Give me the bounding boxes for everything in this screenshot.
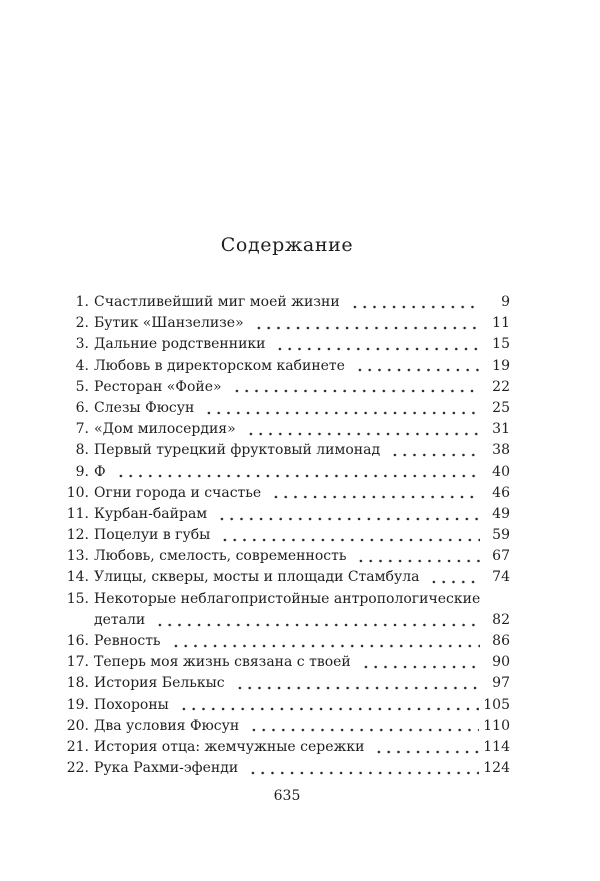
toc-entry-page: 15 [492, 336, 510, 353]
toc-entry-number: 20. [66, 717, 89, 734]
toc-entry-page: 74 [492, 569, 510, 586]
toc-entry [64, 334, 510, 355]
page-title: Содержание [220, 234, 354, 256]
toc-entry-page: 124 [483, 760, 510, 777]
toc-entry [64, 377, 510, 398]
toc-entry-number: 2. [75, 315, 89, 332]
toc-entry-page: 97 [492, 675, 510, 692]
toc-entry [64, 716, 510, 737]
toc-entry [64, 631, 510, 652]
toc-entry-page: 22 [492, 378, 510, 395]
dot-leader [218, 525, 480, 546]
toc-entry-page: 19 [492, 357, 510, 374]
dot-leader [169, 631, 480, 652]
dot-leader [388, 440, 480, 461]
toc-entry-page: 82 [492, 611, 510, 628]
toc-entry-title: Любовь в директорском кабинете [94, 357, 345, 374]
toc-entry-page: 114 [483, 738, 510, 755]
toc-entry-number: 14. [66, 569, 89, 586]
toc-entry-title: Любовь, смелость, современность [94, 548, 347, 565]
toc-entry-title: Ревность [94, 633, 161, 649]
toc-entry [64, 313, 510, 334]
toc-entry-number: 18. [66, 675, 89, 692]
toc-entry-number: 13. [66, 548, 89, 565]
toc-list [64, 292, 510, 779]
dot-leader [354, 546, 480, 567]
toc-entry-page: 67 [492, 548, 510, 565]
toc-entry [64, 483, 510, 504]
dot-leader [252, 313, 480, 334]
toc-entry-page: 40 [492, 463, 510, 480]
toc-entry-title: Улицы, скверы, мосты и площади Стамбула [94, 569, 420, 586]
toc-entry-title: Поцелуи в губы [94, 527, 211, 544]
toc-entry-page: 59 [492, 527, 510, 544]
toc-entry-page: 110 [483, 717, 510, 734]
toc-entry-title: Похороны [94, 696, 169, 713]
toc-entry [64, 673, 510, 694]
toc-entry [64, 695, 510, 716]
dot-leader [153, 610, 480, 631]
toc-entry-number: 7. [75, 421, 89, 438]
dot-leader [269, 483, 480, 504]
toc-entry-page: 11 [492, 315, 510, 332]
toc-entry-title: Ф [94, 463, 106, 480]
toc-entry-title: Бутик «Шанзелизе» [94, 315, 244, 332]
toc-entry [64, 546, 510, 567]
toc-entry-number: 16. [66, 633, 89, 649]
toc-entry-title: История Белькыс [94, 675, 225, 692]
toc-entry [64, 356, 510, 377]
toc-entry-page: 38 [492, 442, 510, 459]
toc-entry-title: Два условия Фюсун [94, 717, 240, 734]
toc-entry-page: 25 [492, 399, 510, 416]
toc-entry-number: 21. [66, 738, 89, 755]
footer-page-number: 635 [273, 788, 301, 804]
toc-entry-title: Курбан-байрам [94, 505, 208, 522]
toc-entry-title: Теперь моя жизнь связана с твоей [94, 654, 351, 671]
toc-entry [64, 652, 510, 673]
toc-entry-title: «Дом милосердия» [94, 421, 236, 438]
toc-entry-number: 8. [75, 442, 89, 459]
toc-entry-page: 105 [483, 696, 510, 713]
dot-leader [359, 652, 480, 673]
toc-entry-page: 31 [492, 421, 510, 438]
dot-leader [244, 419, 480, 440]
dot-leader [348, 292, 480, 313]
toc-entry-number: 17. [66, 654, 89, 671]
toc-entry [64, 398, 510, 419]
toc-entry-page: 49 [492, 505, 510, 522]
toc-entry-title: Дальние родственники [94, 336, 266, 353]
dot-leader [230, 377, 480, 398]
toc-entry [64, 504, 510, 525]
toc-entry-number: 22. [66, 760, 89, 777]
toc-entry-page: 86 [492, 633, 510, 649]
toc-entry-number: 11. [66, 505, 89, 522]
toc-entry-page: 9 [501, 294, 510, 310]
toc-entry [64, 292, 510, 313]
toc-entry [64, 419, 510, 440]
dot-leader [233, 673, 480, 694]
dot-leader [353, 356, 480, 377]
toc-entry-title: Рука Рахми-эфенди [94, 760, 239, 777]
toc-entry-title: История отца: жемчужные сережки [94, 738, 365, 755]
toc-entry [64, 737, 510, 758]
dot-leader [246, 758, 479, 779]
toc-entry-number: 6. [75, 399, 89, 416]
toc-entry-number: 5. [75, 378, 89, 395]
toc-entry-number: 10. [66, 484, 89, 501]
dot-leader [427, 567, 480, 588]
toc-entry [64, 525, 510, 546]
dot-leader [202, 398, 480, 419]
toc-entry-number: 15. [66, 590, 89, 607]
toc-entry-page: 46 [492, 484, 510, 501]
toc-entry [64, 462, 510, 483]
toc-entry-title: Некоторые неблагопристойные антропологические [94, 590, 481, 607]
toc-entry [64, 567, 510, 588]
toc-entry [64, 758, 510, 779]
toc-entry-number: 9. [75, 463, 89, 480]
dot-leader [372, 737, 479, 758]
toc-entry-number: 12. [66, 527, 89, 544]
toc-entry [64, 589, 510, 610]
toc-entry-number: 3. [75, 336, 89, 353]
dot-leader [273, 334, 480, 355]
toc-entry-title: Слезы Фюсун [94, 399, 195, 416]
dot-leader [215, 504, 480, 525]
dot-leader [247, 716, 479, 737]
toc-entry-title: Счастливейший миг моей жизни [94, 294, 340, 310]
toc-entry [64, 610, 510, 631]
dot-leader [114, 462, 480, 483]
toc-entry-number: 4. [75, 357, 89, 374]
toc-entry-number: 1. [75, 294, 89, 310]
dot-leader [177, 695, 479, 716]
toc-entry-page: 90 [492, 654, 510, 671]
toc-entry-title: Огни города и счастье [94, 484, 262, 501]
toc-entry-number: 19. [66, 696, 89, 713]
toc-entry-title: Первый турецкий фруктовый лимонад [94, 442, 381, 459]
toc-entry [64, 440, 510, 461]
toc-entry-title: детали [94, 611, 146, 628]
toc-entry-title: Ресторан «Фойе» [94, 378, 222, 395]
